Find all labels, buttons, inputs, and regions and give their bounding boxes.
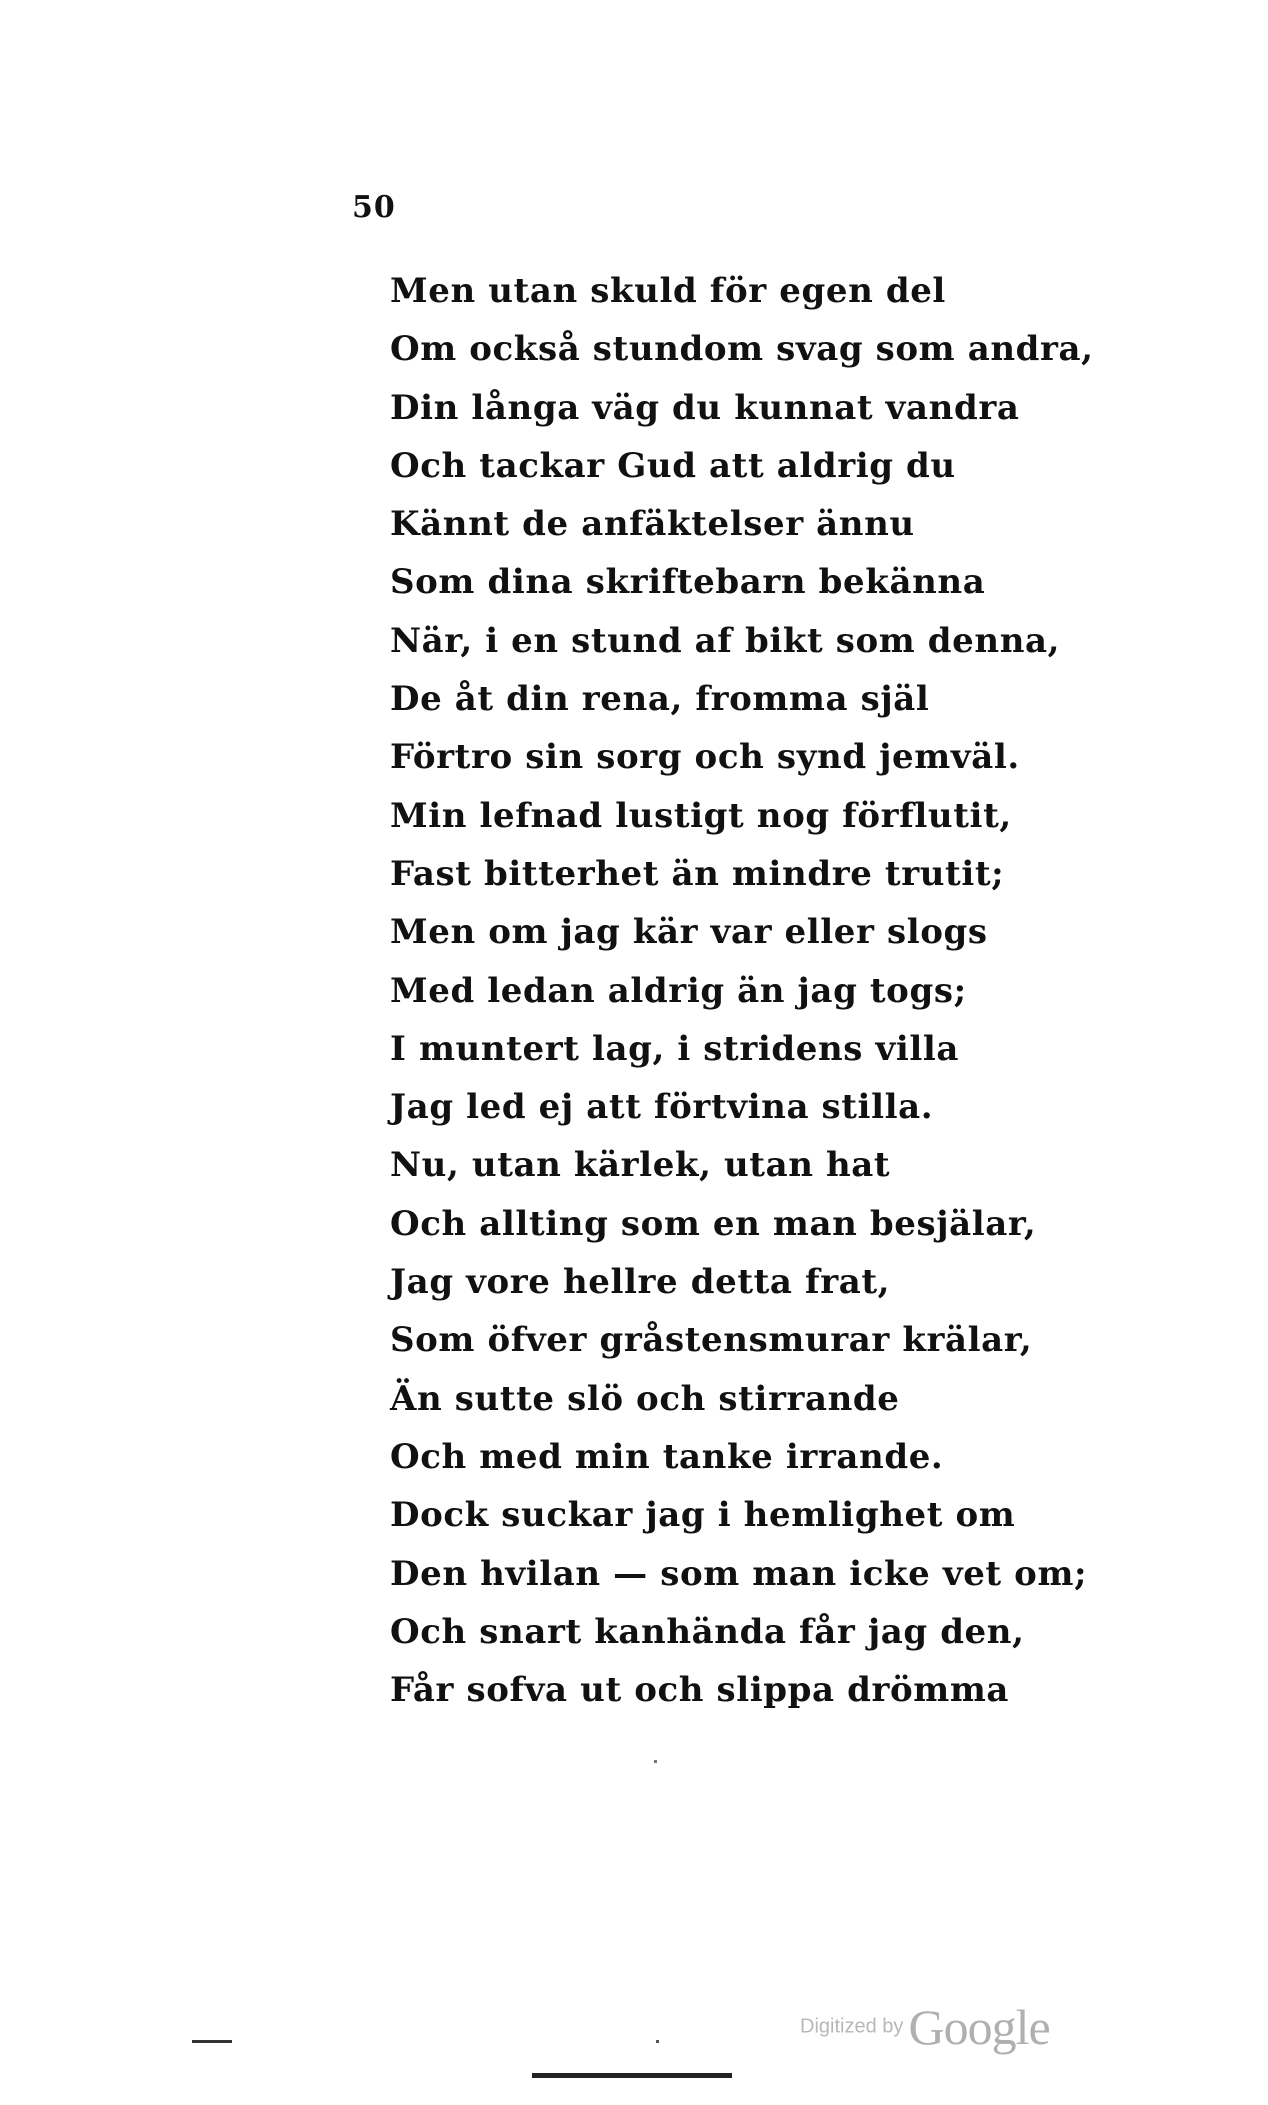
- poem-line: Fast bitterhet än mindre trutit;: [390, 853, 1005, 894]
- watermark-brand: Google: [908, 1999, 1050, 2055]
- poem-line: Men om jag kär var eller slogs: [390, 912, 988, 953]
- poem-line: Men utan skuld för egen del: [390, 271, 946, 311]
- scan-speck: [654, 1760, 657, 1763]
- poem-line: Än sutte slö och stirrande: [390, 1378, 900, 1419]
- poem-line: Min lefnad lustigt nog förflutit,: [390, 795, 1012, 836]
- poem-line: Nu, utan kärlek, utan hat: [390, 1145, 891, 1186]
- poem-line: I muntert lag, i stridens villa: [390, 1028, 960, 1069]
- poem-line: Förtro sin sorg och synd jemväl.: [390, 737, 1020, 778]
- poem-line: Din långa väg du kunnat vandra: [390, 387, 1020, 428]
- scan-rule-bottom: [532, 2073, 732, 2078]
- scan-speck: [656, 2040, 659, 2043]
- poem-line: Som öfver gråstensmurar krälar,: [390, 1320, 1033, 1361]
- poem-line: Får sofva ut och slippa drömma: [390, 1670, 1010, 1711]
- poem-line: När, i en stund af bikt som denna,: [390, 620, 1061, 661]
- poem-line: Om också stundom svag som andra,: [390, 329, 1094, 370]
- page-number: 50: [352, 190, 396, 225]
- poem-line: Jag vore hellre detta frat,: [390, 1262, 891, 1303]
- poem-line: Med ledan aldrig än jag togs;: [390, 970, 967, 1011]
- google-watermark: [800, 1998, 1050, 2056]
- poem-line: Och allting som en man besjälar,: [390, 1203, 1037, 1244]
- poem-line: De åt din rena, fromma själ: [390, 679, 930, 720]
- poem-line: Och med min tanke irrande.: [390, 1436, 944, 1477]
- scan-mark-left: [192, 2040, 232, 2043]
- watermark-prefix: Digitized by: [800, 2015, 904, 2038]
- poem-line: Och snart kanhända får jag den,: [390, 1611, 1025, 1652]
- poem-line: Och tackar Gud att aldrig du: [390, 445, 956, 486]
- poem-line: Jag led ej att förtvina stilla.: [390, 1087, 934, 1128]
- poem-line: Som dina skriftebarn bekänna: [390, 562, 986, 603]
- poem-line: Kännt de anfäktelser ännu: [390, 504, 915, 545]
- poem-text: [390, 262, 1150, 1719]
- poem-line: Dock suckar jag i hemlighet om: [390, 1495, 1016, 1536]
- poem-line: Den hvilan — som man icke vet om;: [390, 1553, 1088, 1594]
